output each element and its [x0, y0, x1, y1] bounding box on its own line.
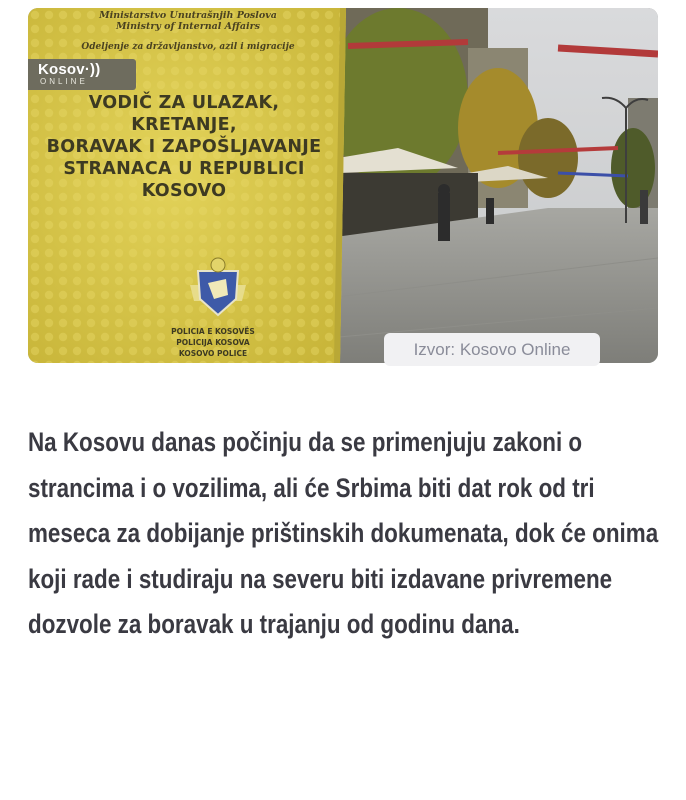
- police-line: POLICIJA KOSOVA: [176, 338, 250, 347]
- logo-text: Kosov·)): [38, 61, 101, 78]
- booklet-ministry-english: Ministry of Internal Affairs: [115, 21, 261, 32]
- logo-subtext: ONLINE: [40, 77, 88, 86]
- booklet-police-label: [138, 326, 288, 359]
- image-source-badge: Izvor: Kosovo Online: [384, 333, 600, 366]
- booklet-title-line: STRANACA U REPUBLICI: [63, 159, 305, 179]
- article-body: Na Kosovu danas počinju da se primenjuju zakoni o strancima i o vozilima, ali će Srbima biti dat rok od tri meseca za dobijanje prištinskih dokumenata, dok će onima koji rade i studiraju na severu biti izdavane privremene dozvole za boravak u trajanju od godinu dana.: [28, 427, 659, 639]
- booklet-department: Odeljenje za državljanstvo, azil i migracije: [81, 42, 295, 52]
- kosovo-online-logo: [28, 59, 136, 90]
- police-line: KOSOVO POLICE: [178, 349, 248, 358]
- booklet-title: [36, 92, 332, 202]
- booklet-title-line: VODIČ ZA ULAZAK, KRETANJE,: [88, 93, 280, 135]
- booklet-title-line: KOSOVO: [141, 181, 227, 201]
- hero-image[interactable]: [28, 8, 658, 363]
- police-line: POLICIA E KOSOVËS: [171, 327, 255, 336]
- booklet-ministry-serbian: Ministarstvo Unutrašnjih Poslova: [99, 10, 277, 21]
- booklet-title-line: BORAVAK I ZAPOŠLJAVANJE: [46, 137, 322, 157]
